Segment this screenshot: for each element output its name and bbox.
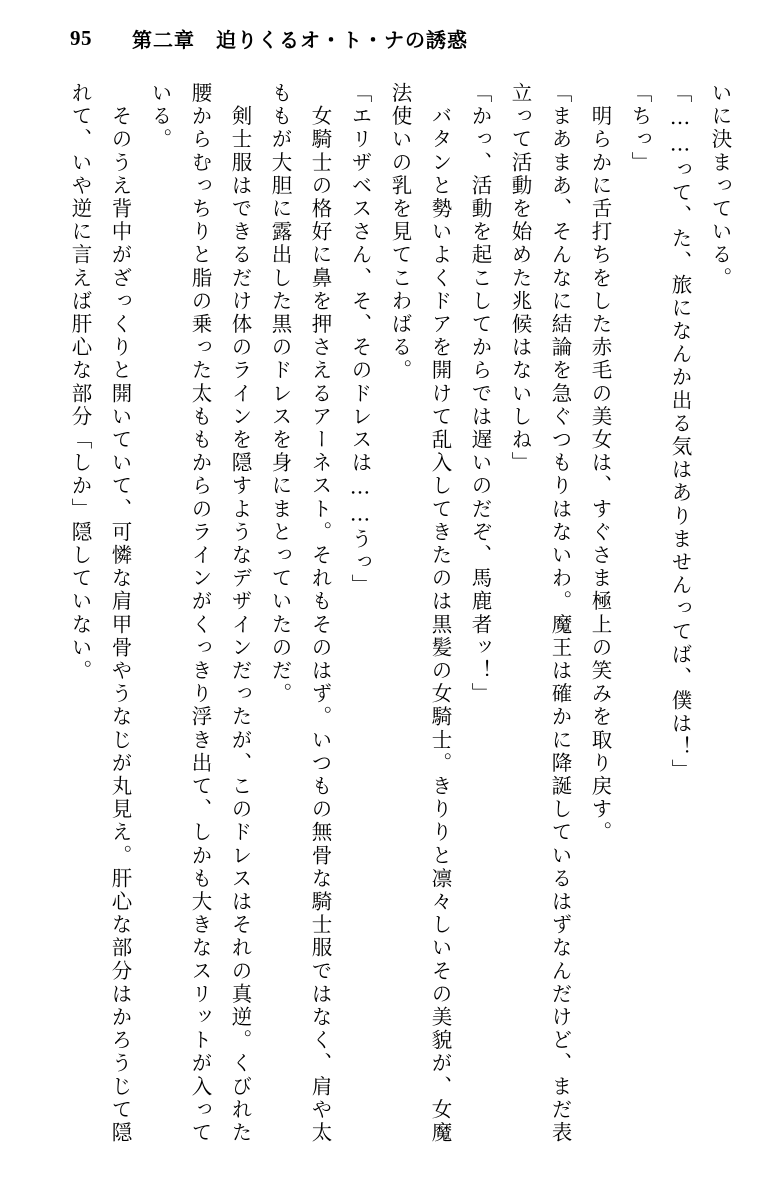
page-header xyxy=(0,18,780,58)
paragraph: そのうえ背中がざっくりと開いていて、可憐な肩甲骨やうなじが丸見え。肝心な部分はかろうじて隠れて、いや逆に言えば肝心な部分「しか」隠していない。 xyxy=(68,82,132,1145)
paragraph: 女騎士の格好に鼻を押さえるアーネスト。それもそのはず。いつもの無骨な騎士服ではなく、肩や太ももが大胆に露出した黒のドレスを身にまとっていたのだ。 xyxy=(268,82,332,1145)
paragraph: いに決まっている。 xyxy=(708,82,732,290)
body-text-area xyxy=(40,82,740,1172)
paragraph: 「……って、た、旅になんか出る気はありませんってば、僕は！」 xyxy=(668,82,692,782)
paragraph: 明らかに舌打ちをした赤毛の美女は、すぐさま極上の笑みを取り戻す。 xyxy=(588,82,612,845)
chapter-title: 第二章 迫りくるオ・ト・ナの誘惑 xyxy=(132,27,468,52)
paragraph: 「エリザベスさん、そ、そのドレスは……うっ」 xyxy=(348,82,372,598)
paragraph: 「まあまあ、そんなに結論を急ぐつもりはないわ。魔王は確かに降誕しているはずなんだけど、まだ表立って活動を始めた兆候はないしね」 xyxy=(508,82,572,1145)
vertical-text-block xyxy=(40,82,740,1162)
paragraph: 「かっ、活動を起こしてからでは遅いのだぞ、馬鹿者ッ！」 xyxy=(468,82,492,706)
paragraph: バタンと勢いよくドアを開けて乱入してきたのは黒髪の女騎士。きりりと凛々しいその美貌が、女魔法使いの乳を見てこわばる。 xyxy=(388,82,452,1145)
page-number: 95 xyxy=(70,25,92,50)
paragraph: 「ちっ」 xyxy=(628,82,652,175)
paragraph: 剣士服はできるだけ体のラインを隠すようなデザインだったが、このドレスはそれの真逆。くびれた腰からむっちりと脂の乗った太ももからのラインがくっきり浮き出て、しかも大きなスリットが入っている。 xyxy=(148,82,252,1145)
